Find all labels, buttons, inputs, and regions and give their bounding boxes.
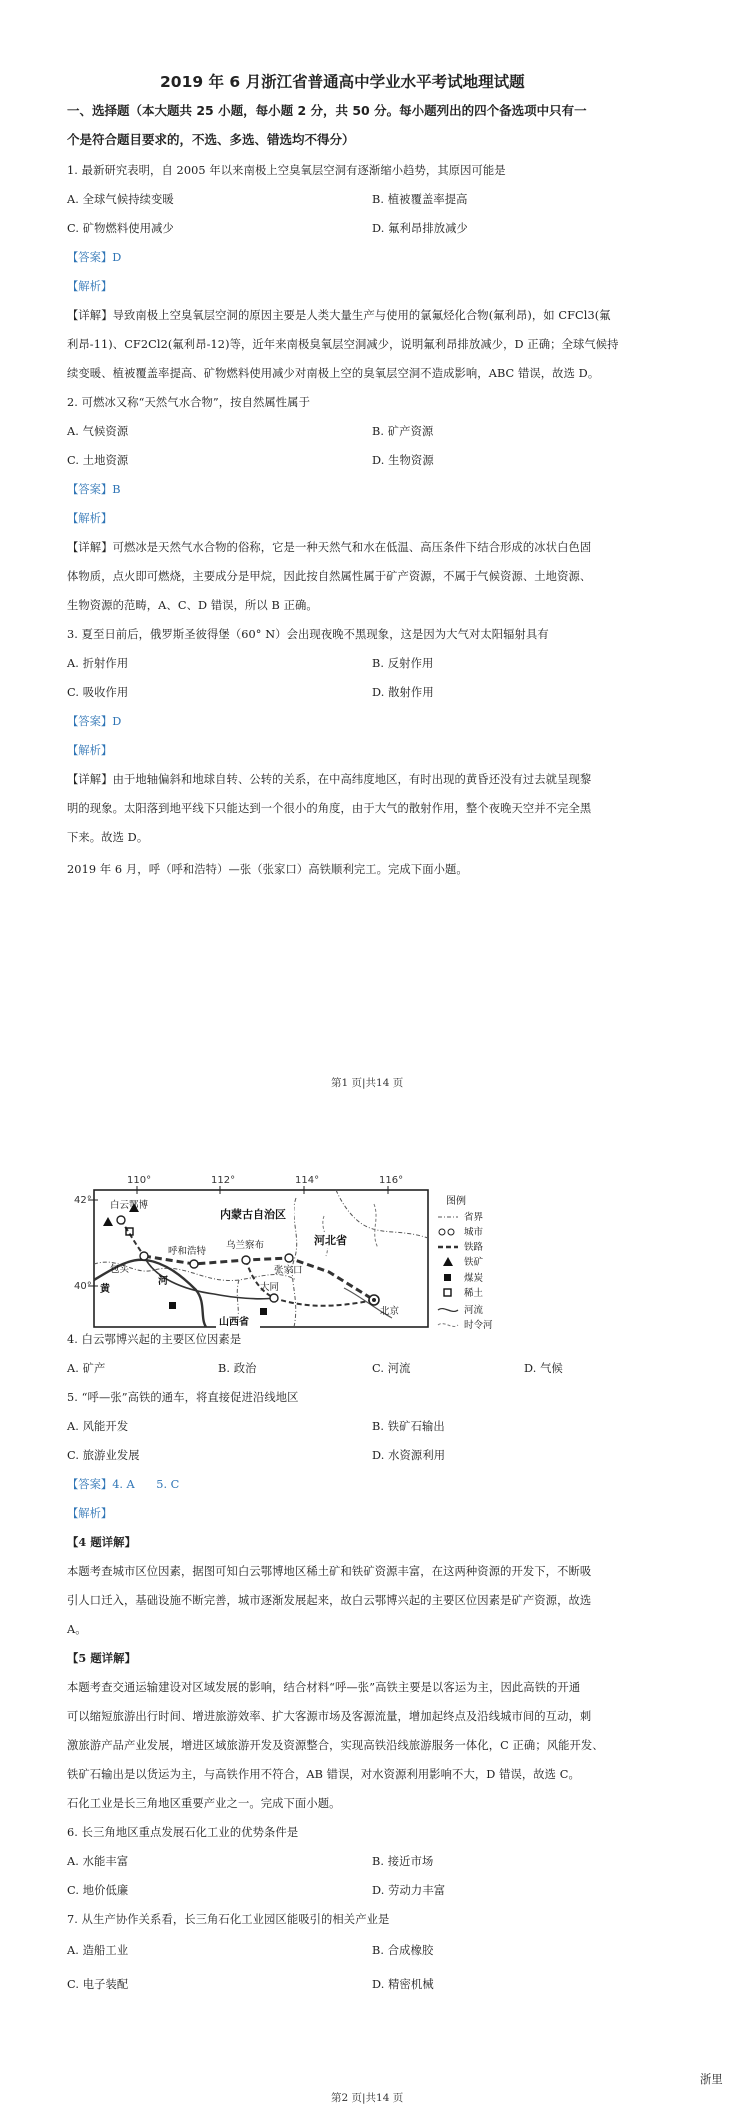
- section-heading-line2: 个是符合题目要求的，不选、多选、错选均不得分）: [67, 132, 355, 147]
- legend-label: 铁路: [464, 1242, 484, 1253]
- city-label: 乌兰察布: [226, 1240, 265, 1251]
- q4-5-analysis-label: 【解析】: [67, 1507, 113, 1520]
- city-marker: [285, 1254, 293, 1262]
- q3-option-d: D. 散射作用: [372, 686, 434, 699]
- corner-watermark: 浙里: [700, 2073, 723, 2086]
- river-label: 河: [158, 1276, 168, 1287]
- lat-label: 40°: [74, 1281, 92, 1292]
- q4-detail-head: 【4 题详解】: [67, 1535, 136, 1549]
- city-marker: [117, 1216, 125, 1224]
- q2-stem: 2. 可燃冰又称“天然气水合物”，按自然属性属于: [67, 396, 310, 409]
- city-label: 包头: [110, 1264, 130, 1275]
- legend-label: 时令河: [464, 1320, 493, 1331]
- q2-detail-line2: 体物质，点火即可燃烧，主要成分是甲烷，因此按自然属性属于矿产资源，不属于气候资源、土地资源、: [67, 570, 592, 583]
- q1-option-b: B. 植被覆盖率提高: [372, 193, 468, 206]
- q2-detail-line3: 生物资源的范畴，A、C、D 错误，所以 B 正确。: [67, 599, 318, 612]
- river-label: 黄: [100, 1284, 110, 1295]
- coal-icon: [169, 1302, 176, 1309]
- q3-detail-line3: 下来。故选 D。: [67, 831, 149, 844]
- page-title: 2019 年 6 月浙江省普通高中学业水平考试地理试题: [160, 73, 525, 91]
- q5-option-a: A. 风能开发: [67, 1420, 129, 1433]
- q5-detail-line1: 本题考查交通运输建设对区域发展的影响，结合材料“呼—张”高铁主要是以客运为主，因此高铁的开通: [67, 1681, 581, 1694]
- q7-option-a: A. 造船工业: [67, 1944, 129, 1957]
- q4-detail-line1: 本题考查城市区位因素，据图可知白云鄂博地区稀土矿和铁矿资源丰富，在这两种资源的开发下，不断吸: [67, 1565, 592, 1578]
- q1-detail-line3: 续变暖、植被覆盖率提高、矿物燃料使用减少对南极上空的臭氧层空洞不造成影响，ABC 错误，故选 D。: [67, 367, 600, 380]
- q4-option-c: C. 河流: [372, 1362, 411, 1375]
- coal-icon: [260, 1308, 267, 1315]
- q1-stem: 1. 最新研究表明，自 2005 年以来南极上空臭氧层空洞有逐渐缩小趋势，其原因可能是: [67, 164, 506, 177]
- map-figure: [74, 1168, 524, 1352]
- q2-option-d: D. 生物资源: [372, 454, 434, 467]
- city-marker: [190, 1260, 198, 1268]
- q3-detail-line2: 明的现象。太阳落到地平线下只能达到一个很小的角度，由于大气的散射作用，整个夜晚天空并不完全黑: [67, 802, 592, 815]
- q5-detail-head: 【5 题详解】: [67, 1651, 136, 1665]
- q2-detail-line1: 【详解】可燃冰是天然气水合物的俗称，它是一种天然气和水在低温、高压条件下结合形成的冰状白色固: [67, 541, 592, 554]
- q4-detail-line2: 引人口迁入，基础设施不断完善，城市逐渐发展起来，故白云鄂博兴起的主要区位因素是矿产资源，故选: [67, 1594, 592, 1607]
- q5-detail-line4: 铁矿石输出是以货运为主，与高铁作用不符合，AB 错误，对水资源利用影响不大，D 错误，故选 C。: [67, 1768, 580, 1781]
- legend-label: 省界: [464, 1212, 484, 1223]
- city-label: 呼和浩特: [168, 1246, 207, 1257]
- q6-option-b: B. 接近市场: [372, 1855, 434, 1868]
- q3-detail-line1: 【详解】由于地轴偏斜和地球自转、公转的关系，在中高纬度地区，有时出现的黄昏还没有过去就呈现黎: [67, 773, 592, 786]
- q3-option-a: A. 折射作用: [67, 657, 129, 670]
- city-label: 大同: [260, 1282, 280, 1293]
- city-label: 北京: [380, 1306, 400, 1317]
- city-label: 白云鄂博: [110, 1200, 149, 1211]
- q3-analysis-label: 【解析】: [67, 744, 113, 757]
- city-label: 张家口: [274, 1265, 303, 1276]
- q2-analysis-label: 【解析】: [67, 512, 113, 525]
- q4-5-intro: 2019 年 6 月，呼（呼和浩特）—张（张家口）高铁顺利完工。完成下面小题。: [67, 863, 468, 876]
- legend-coal-icon: [444, 1274, 451, 1281]
- lon-label: 112°: [211, 1175, 236, 1186]
- legend-label: 稀土: [464, 1288, 484, 1299]
- q4-option-a: A. 矿产: [67, 1362, 106, 1375]
- legend-label: 河流: [464, 1305, 484, 1316]
- q3-option-b: B. 反射作用: [372, 657, 434, 670]
- q4-option-b: B. 政治: [218, 1362, 257, 1375]
- lon-label: 114°: [295, 1175, 320, 1186]
- q7-option-c: C. 电子装配: [67, 1978, 129, 1991]
- city-marker: [242, 1256, 250, 1264]
- legend-label: 城市: [464, 1227, 484, 1238]
- q2-option-c: C. 土地资源: [67, 454, 129, 467]
- region-label: 山西省: [219, 1317, 249, 1328]
- q4-detail-line3: A。: [67, 1623, 87, 1636]
- page-footer-2: 第2 页|共14 页: [331, 2092, 404, 2104]
- q5-detail-line2: 可以缩短旅游出行时间、增进旅游效率、扩大客源市场及客源流量，增加起终点及沿线城市间的互动，刺: [67, 1710, 592, 1723]
- q1-detail-line1: 【详解】导致南极上空臭氧层空洞的原因主要是人类大量生产与使用的氯氟烃化合物(氟利昂)，如 CFCl3(氟: [67, 309, 611, 322]
- city-marker: [140, 1252, 148, 1260]
- q3-option-c: C. 吸收作用: [67, 686, 129, 699]
- q7-stem: 7. 从生产协作关系看，长三角石化工业园区能吸引的相关产业是: [67, 1913, 390, 1926]
- q1-analysis-label: 【解析】: [67, 280, 113, 293]
- q1-answer: 【答案】D: [67, 251, 122, 264]
- q6-7-intro: 石化工业是长三角地区重要产业之一。完成下面小题。: [67, 1797, 341, 1810]
- q3-stem: 3. 夏至日前后，俄罗斯圣彼得堡（60° N）会出现夜晚不黑现象，这是因为大气对太阳辐射具有: [67, 628, 549, 641]
- q5-option-c: C. 旅游业发展: [67, 1449, 140, 1462]
- q5-stem: 5. “呼—张”高铁的通车，将直接促进沿线地区: [67, 1391, 299, 1404]
- legend-label: 铁矿: [464, 1257, 484, 1268]
- lat-label: 42°: [74, 1195, 92, 1206]
- q6-option-c: C. 地价低廉: [67, 1884, 129, 1897]
- lon-label: 110°: [127, 1175, 152, 1186]
- q2-option-a: A. 气候资源: [67, 425, 129, 438]
- q1-option-d: D. 氟利昂排放减少: [372, 222, 468, 235]
- q5-option-d: D. 水资源利用: [372, 1449, 446, 1462]
- q1-option-a: A. 全球气候持续变暖: [67, 193, 174, 206]
- legend-label: 煤炭: [464, 1273, 484, 1284]
- q4-5-answer: 【答案】4. A 5. C: [67, 1478, 180, 1491]
- q5-detail-line3: 激旅游产品产业发展，增进区域旅游开发及资源整合，实现高铁沿线旅游服务一体化，C 正确；风能开发、: [67, 1739, 604, 1752]
- city-marker: [270, 1294, 278, 1302]
- section-heading-line1: 一、选择题（本大题共 25 小题，每小题 2 分，共 50 分。每小题列出的四个备选项中只有一: [67, 103, 587, 118]
- q7-option-b: B. 合成橡胶: [372, 1944, 434, 1957]
- q6-option-a: A. 水能丰富: [67, 1855, 129, 1868]
- page-footer-1: 第1 页|共14 页: [331, 1077, 404, 1089]
- q6-stem: 6. 长三角地区重点发展石化工业的优势条件是: [67, 1826, 299, 1839]
- legend-rare-earth-icon: [444, 1289, 451, 1296]
- q4-stem: 4. 白云鄂博兴起的主要区位因素是: [67, 1333, 242, 1346]
- q4-option-d: D. 气候: [524, 1362, 563, 1375]
- legend-title: 图例: [446, 1196, 466, 1207]
- q5-option-b: B. 铁矿石输出: [372, 1420, 445, 1433]
- q3-answer: 【答案】D: [67, 715, 122, 728]
- q7-option-d: D. 精密机械: [372, 1978, 434, 1991]
- q6-option-d: D. 劳动力丰富: [372, 1884, 446, 1897]
- region-label: 河北省: [314, 1234, 347, 1247]
- lon-label: 116°: [379, 1175, 404, 1186]
- q2-answer: 【答案】B: [67, 483, 121, 496]
- region-label: 内蒙古自治区: [220, 1208, 286, 1221]
- q2-option-b: B. 矿产资源: [372, 425, 434, 438]
- q1-detail-line2: 利昂-11)、CF2Cl2(氟利昂-12)等，近年来南极臭氧层空洞减少，说明氟利昂排放减少，D 正确；全球气候持: [67, 338, 619, 351]
- legend-iron-icon: [443, 1257, 453, 1266]
- q1-option-c: C. 矿物燃料使用减少: [67, 222, 174, 235]
